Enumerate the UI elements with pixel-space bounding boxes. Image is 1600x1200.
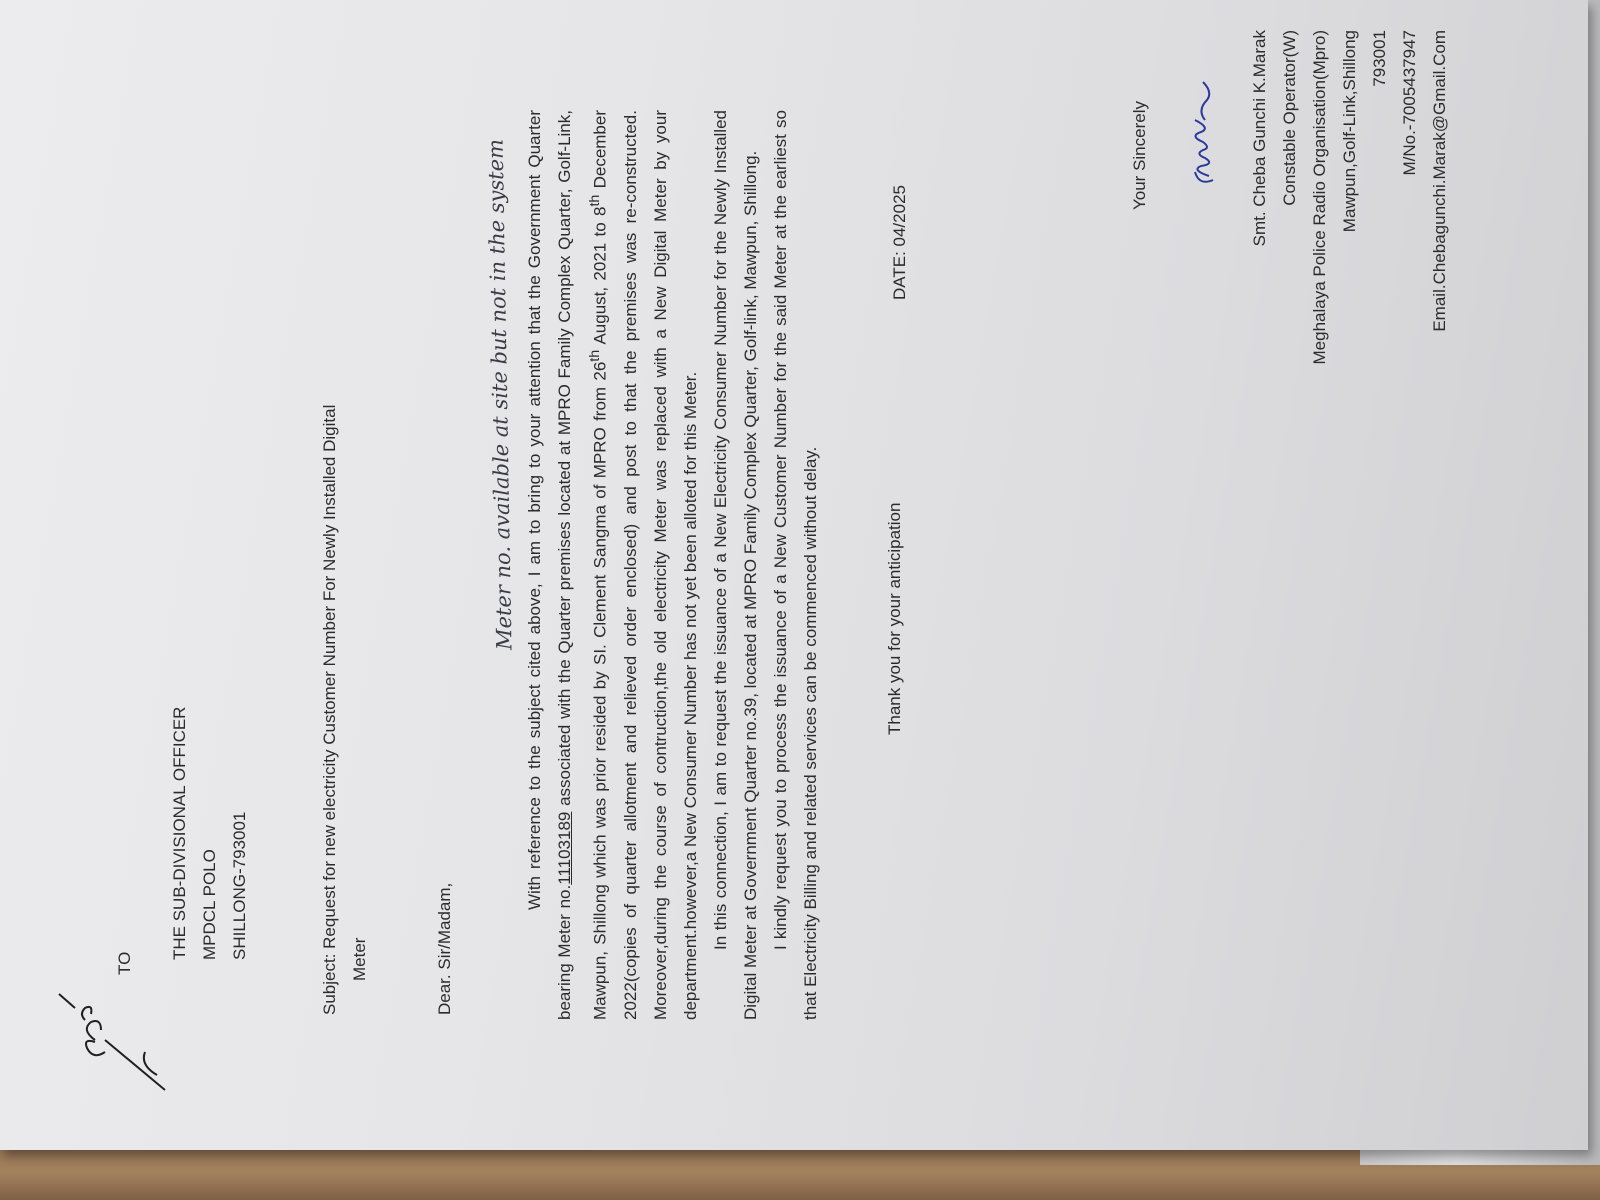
letter-date: DATE: 04/2025 [890, 185, 909, 300]
sender-pincode: 793001 [1370, 30, 1389, 87]
handwritten-initials-mark [45, 960, 185, 1110]
paragraph-1 [520, 110, 706, 1020]
subject-text: Subject: Request for new electricity Customer Number For Newly Installed Digital [320, 404, 339, 1015]
sender-signature-block [1125, 30, 1455, 450]
meter-number: 11103189 [555, 811, 574, 885]
superscript: th [587, 349, 603, 362]
sender-organisation: Meghalaya Police Radio Organisation(Mpro) [1310, 30, 1329, 365]
handwritten-note: Meter no. available at site but not in the system [483, 138, 517, 651]
paragraph-text: With reference to the subject cited above, I am to bring to your attention that the Government Quarter bearing Meter no. [525, 110, 574, 1020]
subject-text-continued: Meter [350, 937, 369, 981]
sender-designation: Constable Operator(W) [1280, 30, 1299, 206]
recipient-address [165, 707, 255, 960]
paragraph-text: associated with the Quarter premises located at MPRO Family Complex Quarter, Golf-Link, Mawpun, Shillong which was prior resided by SI. Clement Sangma of MPRO from 26 [555, 110, 610, 1020]
closing: Your Sincerely [1130, 101, 1149, 210]
address-line: SHILLONG-793001 [230, 811, 249, 960]
thanks-line: Thank you for your anticipation [885, 502, 904, 735]
sender-mobile: M/No.-7005437947 [1400, 30, 1419, 176]
sender-email: Email.Chebagunchi.Marak@Gmail.Com [1430, 30, 1449, 332]
paragraph-text: December 2022(copies of quarter allotment and relieved order enclosed) and post to that the premises was re-constructed. Moreover,during the course of contruction,the old electricity Meter was replaced with a New Digital Meter by your department.however,a New Consumer Number has not yet been alloted for this Meter. [590, 110, 700, 1020]
paragraph-3: I kindly request you to process the issuance of a New Customer Number for the said Meter at the earliest so that Electricity Billing and related services can be commenced without delay. [770, 110, 820, 1020]
sender-name: Smt. Cheba Gunchi K.Marak [1250, 30, 1269, 247]
sender-address: Mawpun,Golf-Link,Shillong [1340, 30, 1359, 233]
subject-line [315, 255, 375, 1015]
salutation: Dear. Sir/Madam, [435, 882, 454, 1015]
letter-body [520, 110, 826, 1020]
to-label: TO [115, 951, 134, 975]
paragraph-2: In this connection, I am to request the issuance of a New Electricity Consumer Number for the Newly Installed Digital Meter at Government Quarter no.39, located at MPRO Family Complex Quarter, Golf-link, Mawpun, Shillong. [710, 110, 760, 1020]
superscript: th [587, 194, 603, 207]
paragraph-text: August, 2021 to 8 [590, 206, 610, 350]
address-line: MPDCL POLO [200, 849, 219, 960]
letter-content [55, 30, 1555, 1090]
address-line: THE SUB-DIVISIONAL OFFICER [170, 706, 189, 960]
